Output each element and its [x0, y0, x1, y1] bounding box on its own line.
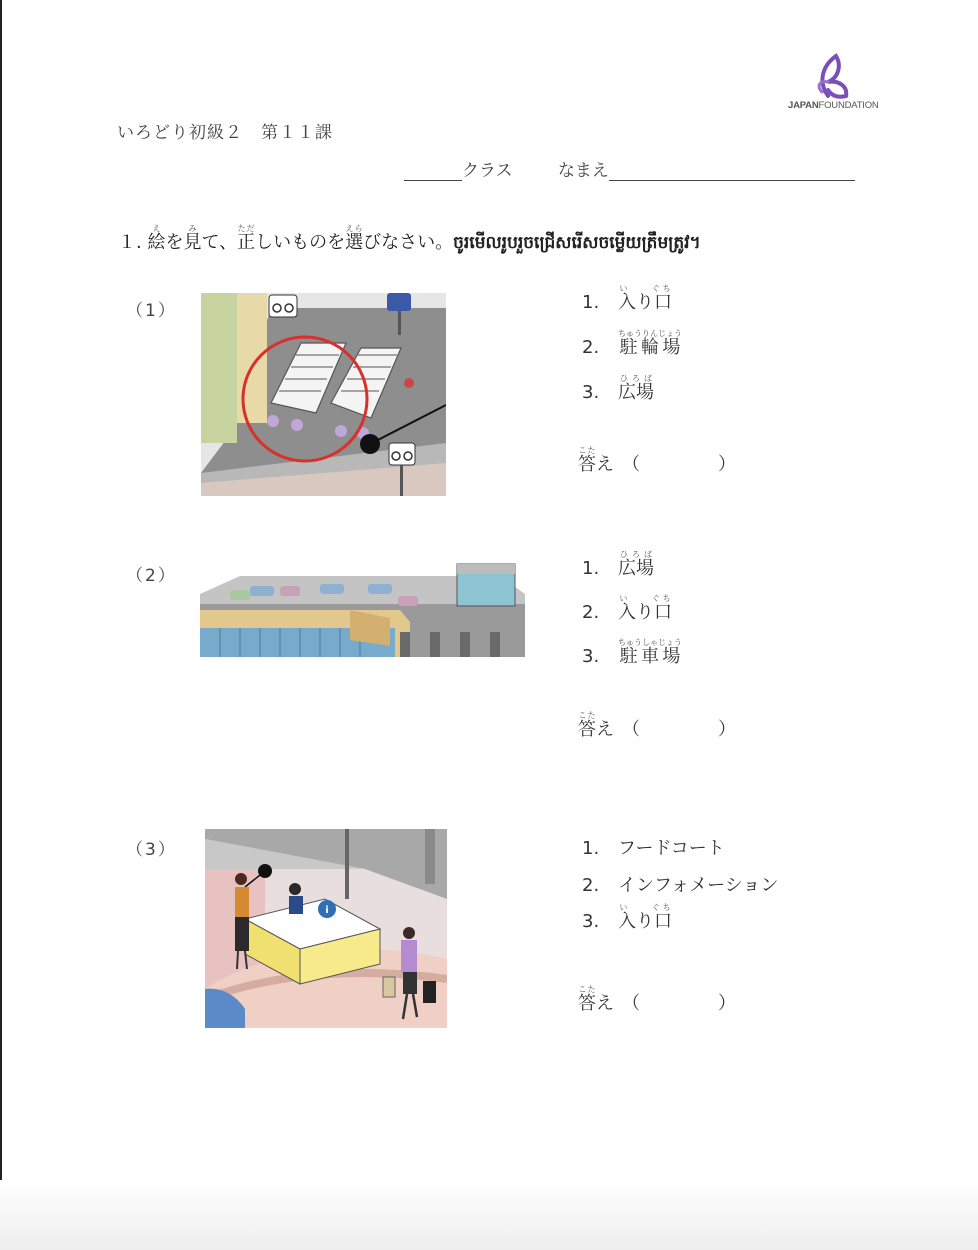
information-desk-illustration: [205, 829, 447, 1028]
parking-garage-illustration: [200, 562, 525, 657]
worksheet-title: いろどり初級２ 第１１課: [117, 123, 333, 143]
ruby-word: 正ただ: [237, 224, 256, 253]
question-number: （3）: [126, 840, 177, 860]
option-3[interactable]: 3. 広場ひろば: [582, 374, 654, 403]
option-1[interactable]: 1. 広場ひろば: [582, 550, 654, 579]
option-3[interactable]: 3. 駐車場ちゅうしゃじょう: [582, 638, 682, 667]
khmer-instruction: ចូរមើលរូបរួចជ្រើសរើសចម្លើយត្រឹមត្រូវ។: [453, 233, 701, 253]
ruby-word: 絵え: [147, 224, 166, 253]
svg-text:i: i: [325, 905, 329, 916]
answer-field[interactable]: 答こたえ （ ）: [578, 985, 766, 1014]
option-1[interactable]: 1. フードコート: [582, 838, 725, 859]
class-name-line: [404, 156, 855, 181]
option-2[interactable]: 2. 入り口い ぐち: [582, 594, 672, 623]
instruction: １. 絵えを見みて、正ただしいものを選えらびなさい。ចូរមើលរូបរួចជ្រើសរើសចម្លើយត្រឹមត្រូវ។: [118, 224, 701, 253]
page-left-border: [0, 0, 2, 1250]
japan-foundation-logo: [788, 52, 879, 118]
name-blank[interactable]: [609, 162, 855, 181]
name-label: なまえ: [557, 161, 609, 181]
ruby-word: 見み: [183, 224, 202, 253]
butterfly-icon: [788, 52, 868, 100]
answer-field[interactable]: 答こたえ （ ）: [578, 711, 766, 740]
class-label: クラス: [462, 161, 513, 181]
logo-text: JAPANFOUNDATION: [788, 100, 879, 111]
class-blank[interactable]: [404, 162, 462, 181]
page-bottom-shadow: [0, 1180, 978, 1250]
option-2[interactable]: 2. インフォメーション: [582, 875, 779, 896]
ruby-word: 選えら: [345, 224, 364, 253]
question-number: （2）: [126, 566, 177, 586]
question-number: （1）: [126, 301, 177, 321]
option-3[interactable]: 3. 入り口い ぐち: [582, 903, 672, 932]
option-2[interactable]: 2. 駐輪場ちゅうりんじょう: [582, 329, 682, 358]
bicycle-parking-illustration: [201, 293, 446, 496]
option-1[interactable]: 1. 入り口い ぐち: [582, 284, 672, 313]
answer-field[interactable]: 答こたえ （ ）: [578, 446, 766, 475]
